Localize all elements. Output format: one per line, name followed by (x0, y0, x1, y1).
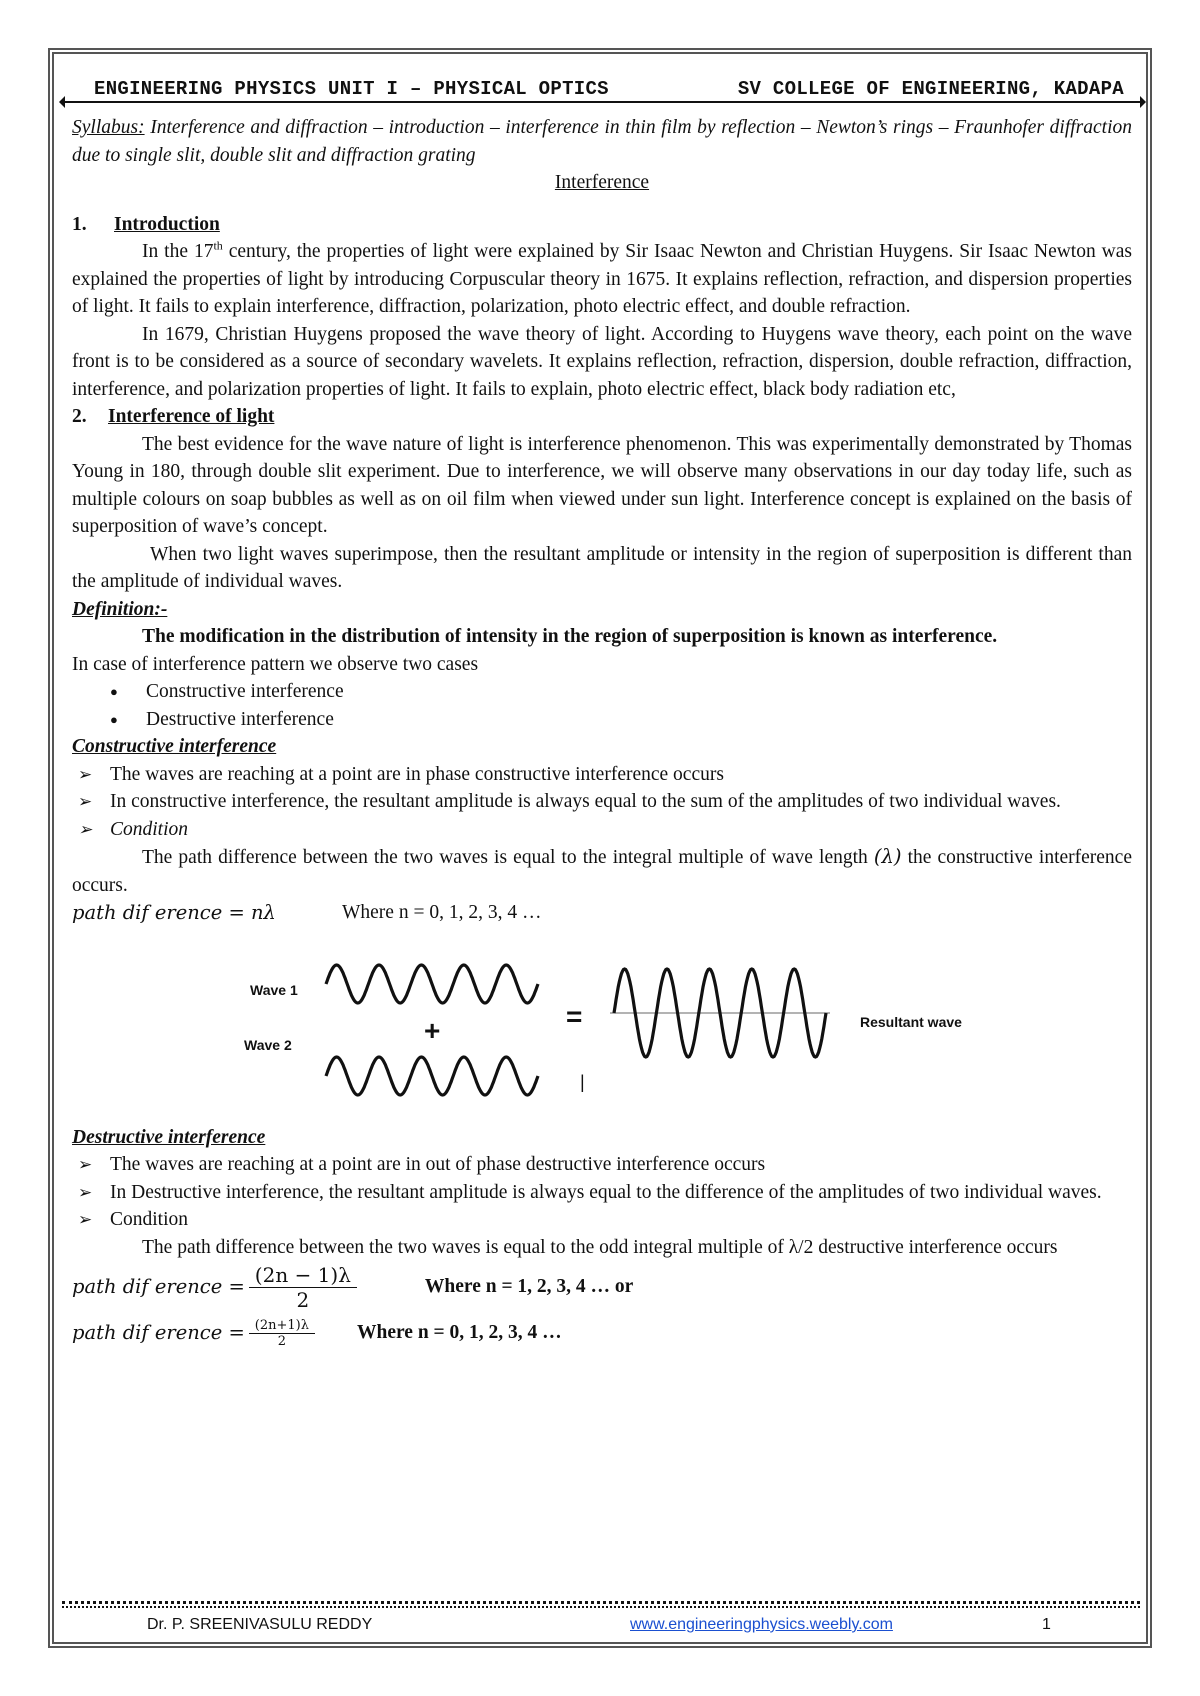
wave-1-graphic (322, 959, 542, 1009)
list-item: ➢ The waves are reaching at a point are in phase constructive interference occurs (72, 761, 1132, 789)
destructive-heading: Destructive interference (72, 1126, 266, 1148)
list-item: ➢ In constructive interference, the resultant amplitude is always equal to the sum of the amplitudes of two individual waves. (72, 788, 1132, 816)
header-rule (62, 101, 1140, 103)
syllabus-label: Syllabus: (72, 117, 145, 138)
superposition-figure (72, 941, 1132, 1116)
section-2-paragraph-2: When two light waves superimpose, then the resultant amplitude or intensity in the region of superposition is different than the amplitude of individual waves. (72, 543, 1132, 592)
page-number: 1 (1042, 1616, 1051, 1633)
syllabus-text: Interference and diffraction – introduction – interference in thin film by reflection – Newton’s rings – Fraunhofer diffraction due to single slit, double slit and diffraction grating (72, 117, 1132, 166)
list-item: ➢ The waves are reaching at a point are in out of phase destructive interference occurs (72, 1151, 1132, 1179)
footer-author: Dr. P. SREENIVASULU REDDY (147, 1616, 373, 1633)
list-item: ➢ Condition (72, 1206, 1132, 1234)
page-footer (62, 1614, 1140, 1638)
list-item: ● Destructive interference (72, 706, 1132, 734)
list-item: ➢ In Destructive interference, the resultant amplitude is always equal to the difference of the amplitudes of two individual waves. (72, 1179, 1132, 1207)
resultant-wave-label: Resultant wave (860, 1013, 962, 1030)
section-1-paragraph-1: In the 17th century, the properties of light were explained by Sir Isaac Newton and Christian Huygens. Sir Isaac Newton was explained the properties of light by introducing Corpuscular theory in 1675. It explains reflection, refraction, and dispersion properties of light. It fails to explain interference, diffraction, polarization, photo electric effect, and double refraction. (72, 238, 1132, 317)
equals-sign: = (566, 1000, 583, 1032)
section-1-paragraph-2: In 1679, Christian Huygens proposed the wave theory of light. According to Huygens wave theory, each point on the wave front is to be considered as a source of secondary wavelets. It explains reflection, refraction, dispersion, double refraction, diffraction, interference, and polarization properties of light. It fails to explain, photo electric effect, black body radiation etc, (72, 323, 1132, 400)
destructive-points (72, 1151, 1132, 1234)
footer-rule (62, 1601, 1140, 1604)
plus-sign: + (424, 1014, 441, 1046)
definition-text: The modification in the distribution of intensity in the region of superposition is known as interference. (142, 626, 998, 647)
page-title: Interference (554, 172, 650, 193)
header-right: SV COLLEGE OF ENGINEERING, KADAPA (737, 78, 1124, 100)
wave-2-label: Wave 2 (244, 1036, 292, 1053)
list-item: ➢ Condition (72, 816, 1132, 844)
section-2-heading: 2. Interference of light (72, 406, 275, 427)
wave-2-graphic (322, 1051, 542, 1101)
footer-website-link[interactable]: www.engineeringphysics.weebly.com (630, 1616, 893, 1633)
list-item: ● Constructive interference (72, 678, 1132, 706)
section-2-paragraph-1: The best evidence for the wave nature of light is interference phenomenon. This was experimentally demonstrated by Thomas Young in 180, through double slit experiment. Due to interference, we will observe many observations in our day today life, such as multiple colours on soap bubbles as well as on oil film when viewed under sun light. Interference concept is explained on the basis of superposition of wave’s concept. (72, 433, 1132, 537)
destructive-formula-2: path dif erence = $\frac{(2n+1)\lambda}{2}$ Where n = 0, 1, 2, 3, 4 … (72, 1317, 562, 1349)
destructive-formula-1: path dif erence = $\frac{(2n - 1)\lambda}{2}$ Where n = 1, 2, 3, 4 … or (72, 1262, 634, 1312)
running-header (62, 74, 1142, 104)
definition-label: Definition:- (72, 598, 168, 620)
resultant-wave-graphic (610, 961, 830, 1065)
section-1-heading: 1. Introduction (72, 213, 220, 235)
wave-1-label: Wave 1 (250, 981, 298, 998)
document-body (72, 114, 1132, 1353)
footer-rule-inner (62, 1606, 1140, 1608)
text-cursor-mark: | (580, 1071, 585, 1092)
header-left: ENGINEERING PHYSICS UNIT I – PHYSICAL OPTICS (94, 78, 609, 100)
cases-intro: In case of interference pattern we observe two cases (72, 653, 479, 675)
syllabus (72, 114, 1132, 169)
destructive-condition: The path difference between the two waves is equal to the odd integral multiple of λ/2 destructive interference occurs (142, 1236, 1058, 1258)
constructive-points (72, 761, 1132, 844)
constructive-heading: Constructive interference (72, 736, 277, 757)
constructive-formula: path dif erence = nλ Where n = 0, 1, 2, 3, 4 … (72, 901, 542, 924)
constructive-condition: The path difference between the two waves is equal to the integral multiple of wave length (λ) the constructive interference occurs. (72, 845, 1132, 896)
cases-list (72, 678, 1132, 733)
